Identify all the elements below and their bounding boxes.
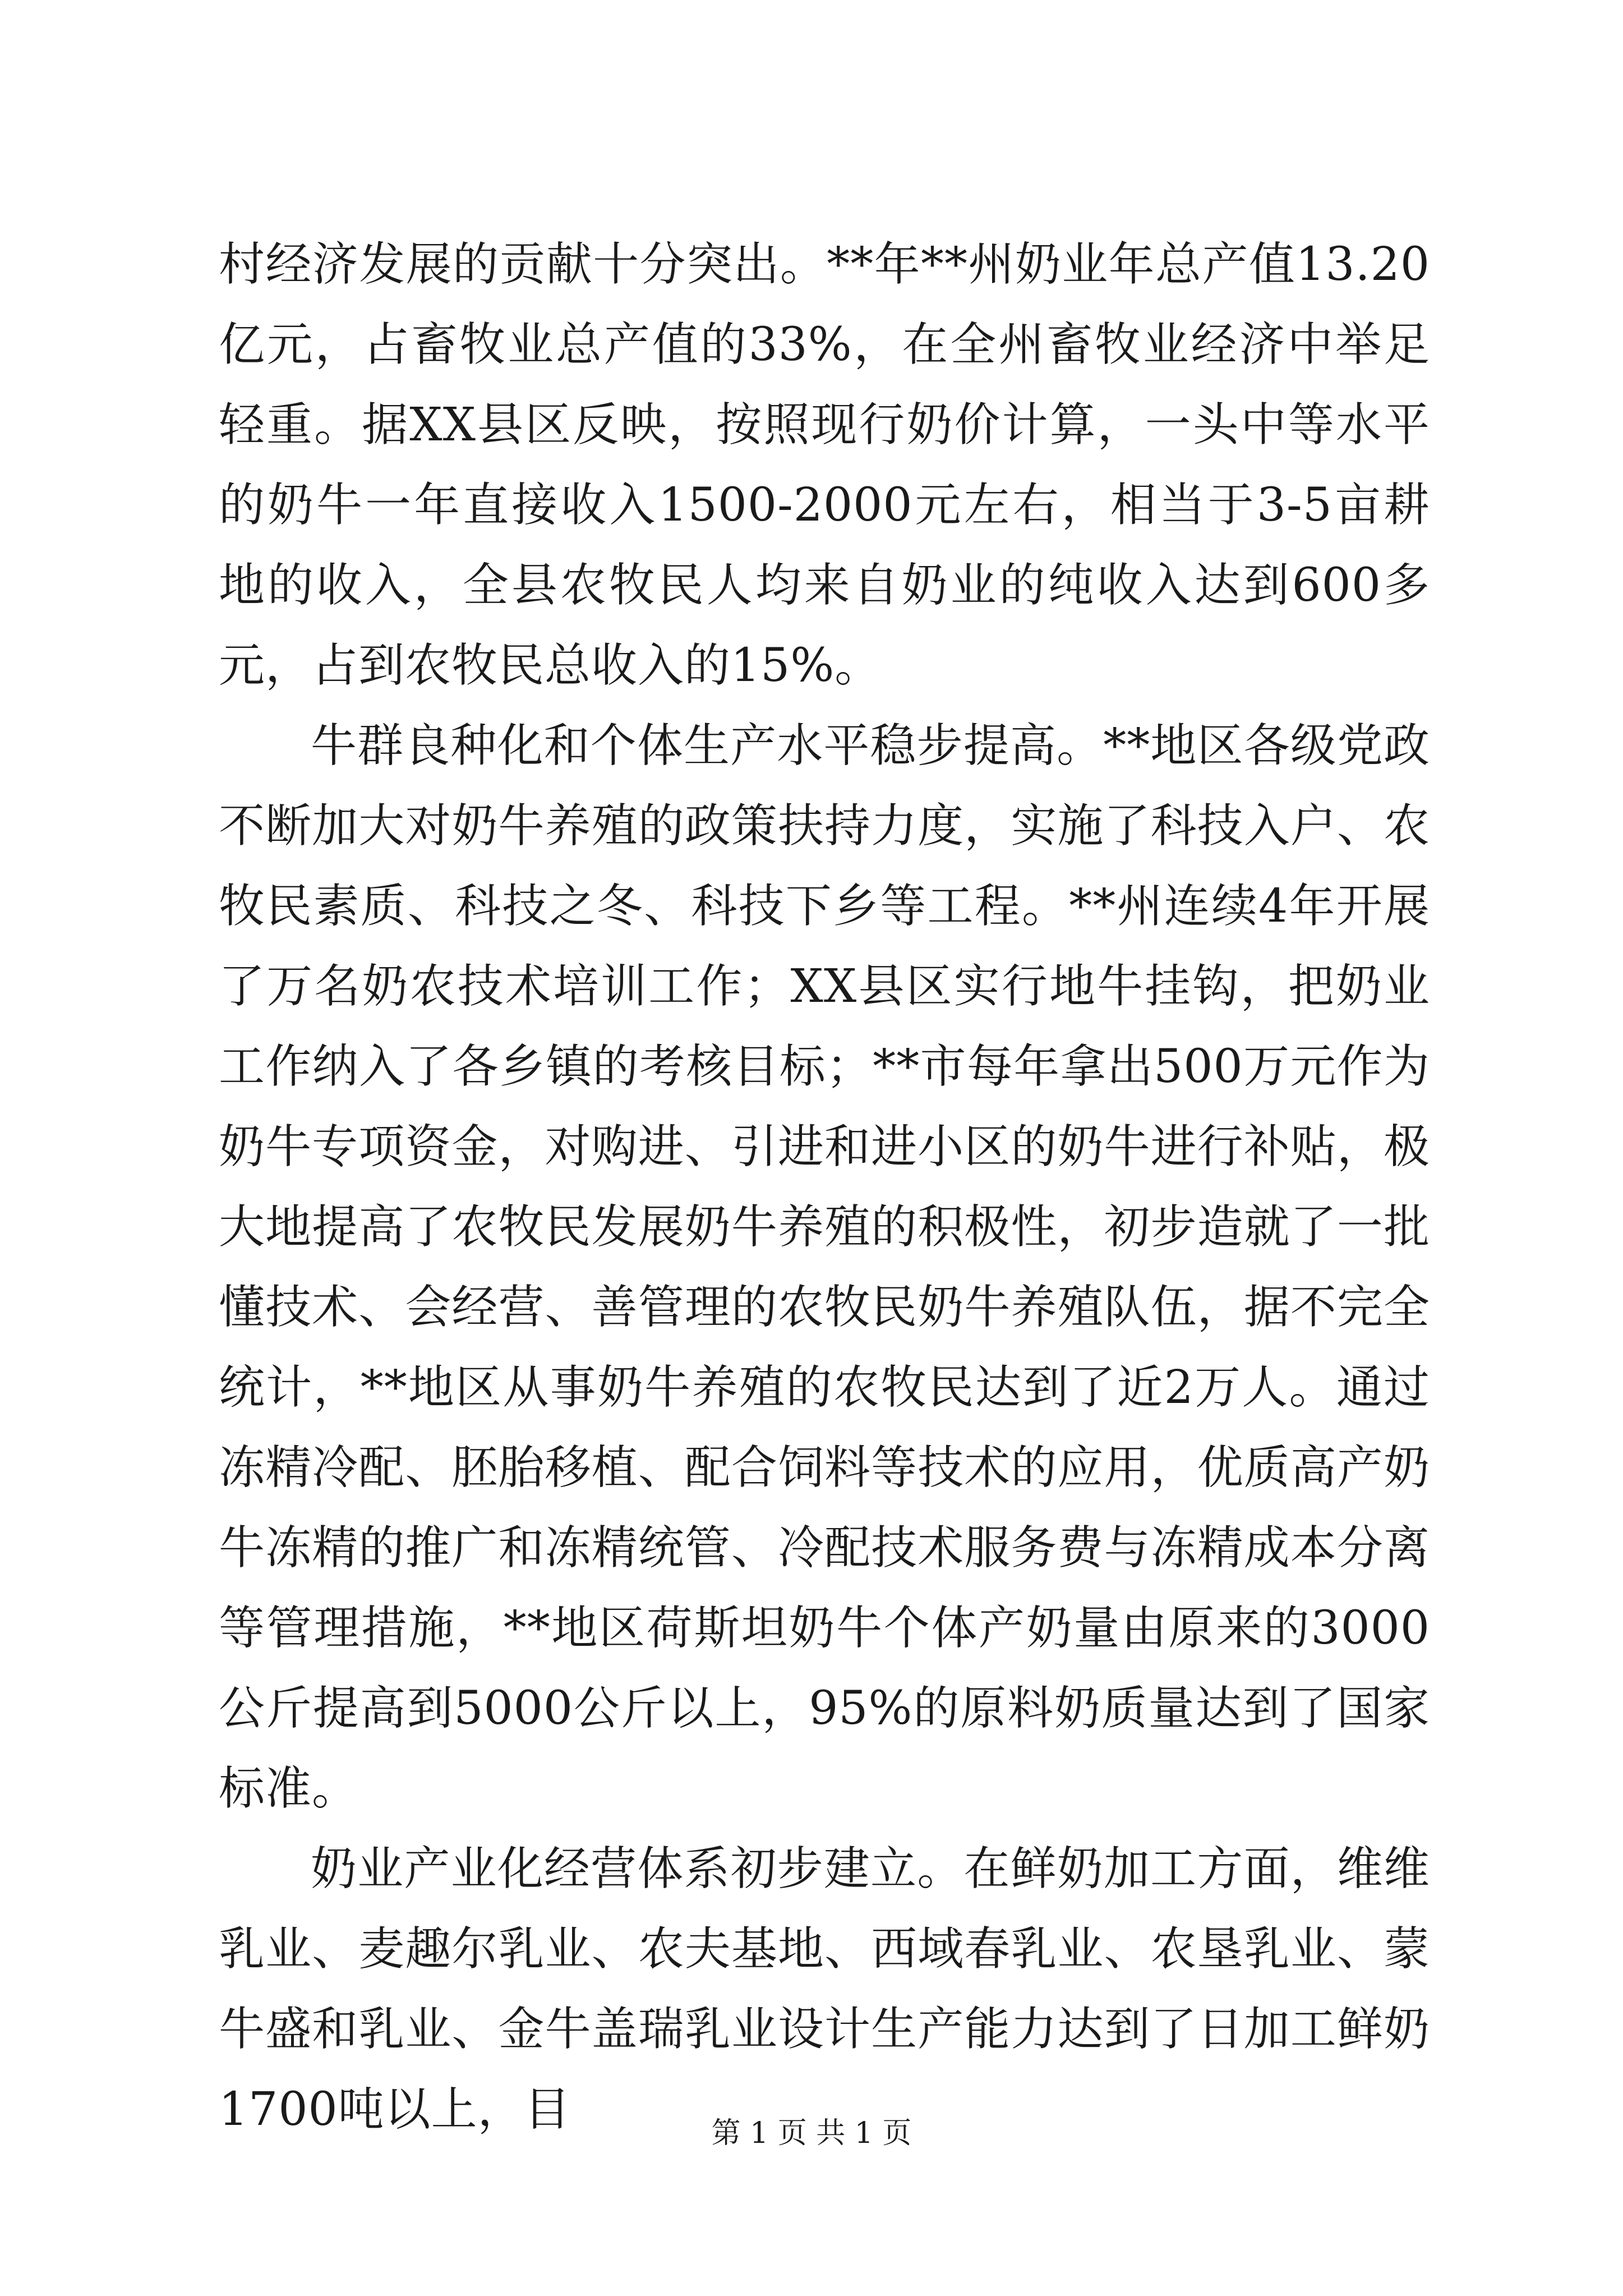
paragraph-2: 牛群良种化和个体生产水平稳步提高。**地区各级党政不断加大对奶牛养殖的政策扶持力度，实施了科技入户、农牧民素质、科技之冬、科技下乡等工程。**州连续4年开展了万名奶农技术培训工作；XX县区实行地牛挂钩，把奶业工作纳入了各乡镇的考核目标；**市每年拿出500万元作为奶牛专项资金，对购进、引进和进小区的奶牛进行补贴，极大地提高了农牧民发展奶牛养殖的积极性，初步造就了一批懂技术、会经营、善管理的农牧民奶牛养殖队伍，据不完全统计，**地区从事奶牛养殖的农牧民达到了近2万人。通过冻精冷配、胚胎移植、配合饲料等技术的应用，优质高产奶牛冻精的推广和冻精统管、冷配技术服务费与冻精成本分离等管理措施，**地区荷斯坦奶牛个体产奶量由原来的3000公斤提高到5000公斤以上，95%的原料奶质量达到了国家标准。 (219, 719, 1430, 1815)
document-body (219, 224, 1430, 2150)
paragraph-1: 村经济发展的贡献十分突出。**年**州奶业年总产值13.20亿元，占畜牧业总产值的33%，在全州畜牧业经济中举足轻重。据XX县区反映，按照现行奶价计算，一头中等水平的奶牛一年直接收入1500-2000元左右，相当于3-5亩耕地的收入，全县农牧民人均来自奶业的纯收入达到600多元，占到农牧民总收入的15%。 (219, 238, 1430, 692)
page-footer: 第 1 页 共 1 页 (711, 2116, 912, 2150)
paragraph-3: 奶业产业化经营体系初步建立。在鲜奶加工方面，维维乳业、麦趣尔乳业、农夫基地、西域春乳业、农垦乳业、蒙牛盛和乳业、金牛盖瑞乳业设计生产能力达到了日加工鲜奶1700吨以上，目 (219, 1842, 1430, 2136)
